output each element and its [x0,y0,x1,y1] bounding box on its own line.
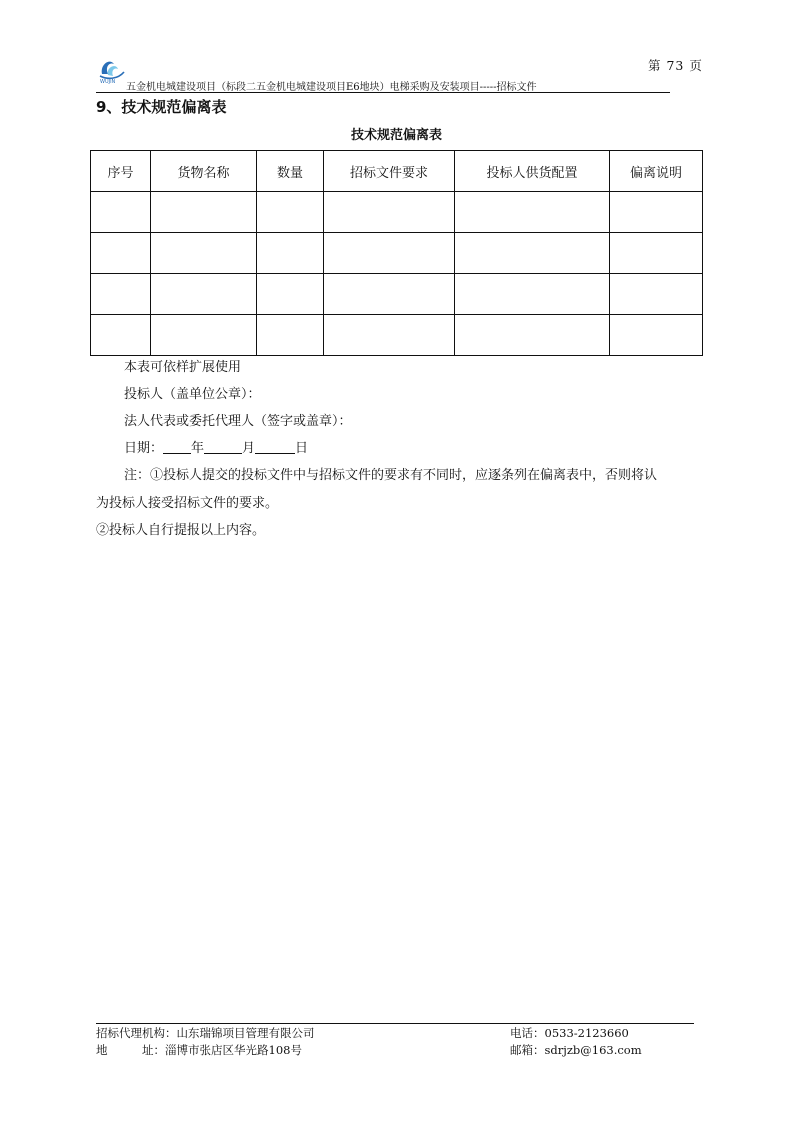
table-cell[interactable] [610,315,703,356]
table-cell[interactable] [455,315,610,356]
table-cell[interactable] [91,315,151,356]
footer-agency [96,1025,315,1041]
note-line-3: ②投标人自行提报以上内容。 [96,523,266,538]
footer-phone-value: 0533-2123660 [544,1026,629,1040]
table-cell[interactable] [151,315,257,356]
footer-address-label: 地 址： [96,1043,165,1057]
table-cell[interactable] [151,192,257,233]
footer-address [96,1042,302,1058]
table-cell[interactable] [91,274,151,315]
table-cell[interactable] [610,233,703,274]
table-cell[interactable] [91,192,151,233]
table-cell[interactable] [151,274,257,315]
table-cell[interactable] [324,192,455,233]
table-header-row [91,151,703,192]
column-header-tender-requirement: 招标文件要求 [324,151,455,192]
table-row [91,274,703,315]
table-row [91,192,703,233]
column-header-quantity: 数量 [257,151,324,192]
bidder-seal-line: 投标人（盖单位公章）： [124,387,261,402]
legal-representative-line: 法人代表或委托代理人（签字或盖章）： [124,414,352,429]
footer-agency-label: 招标代理机构： [96,1026,177,1040]
date-label: 日期： [124,441,164,456]
table-cell[interactable] [324,315,455,356]
header-document-title: 五金机电城建设项目（标段二五金机电城建设项目E6地块）电梯采购及安装项目-----招标文件 [126,82,537,93]
table-cell[interactable] [257,274,324,315]
header-divider [96,92,670,93]
table-cell[interactable] [455,192,610,233]
footer-email-value[interactable]: sdrjzb@163.com [544,1043,642,1057]
column-header-goods-name: 货物名称 [151,151,257,192]
column-header-serial: 序号 [91,151,151,192]
deviation-table [90,150,703,356]
table-row [91,315,703,356]
column-header-deviation-note: 偏离说明 [610,151,703,192]
year-blank[interactable] [163,441,191,454]
footer-email-label: 邮箱： [510,1043,545,1057]
table-cell[interactable] [324,274,455,315]
date-line [124,437,308,456]
table-row [91,233,703,274]
table-cell[interactable] [455,274,610,315]
month-label: 月 [242,441,256,456]
table-cell[interactable] [455,233,610,274]
table-cell[interactable] [257,192,324,233]
note-line-1: 注：①投标人提交的投标文件中与招标文件的要求有不同时，应逐条列在偏离表中，否则将认 [124,468,658,483]
day-label: 日 [295,441,309,456]
table-cell[interactable] [257,233,324,274]
footer-phone [510,1025,629,1041]
footer-address-value: 淄博市张店区华光路108号 [165,1043,302,1057]
note-line-2: 为投标人接受招标文件的要求。 [96,496,279,511]
footer-email [510,1042,642,1058]
page-number: 第 73 页 [648,58,703,73]
logo-text: WUJIN [100,79,116,85]
footer-agency-value: 山东瑞锦项目管理有限公司 [176,1026,315,1040]
day-blank[interactable] [255,441,295,454]
table-cell[interactable] [610,274,703,315]
footer-divider [96,1023,694,1024]
table-cell[interactable] [91,233,151,274]
table-cell[interactable] [151,233,257,274]
table-cell[interactable] [257,315,324,356]
table-cell[interactable] [610,192,703,233]
table-title: 技术规范偏离表 [350,128,442,143]
section-title: 9、技术规范偏离表 [96,98,227,116]
month-blank[interactable] [204,441,242,454]
table-cell[interactable] [324,233,455,274]
column-header-bidder-configuration: 投标人供货配置 [455,151,610,192]
table-extension-note: 本表可依样扩展使用 [124,360,242,375]
year-label: 年 [191,441,205,456]
footer-phone-label: 电话： [510,1026,545,1040]
